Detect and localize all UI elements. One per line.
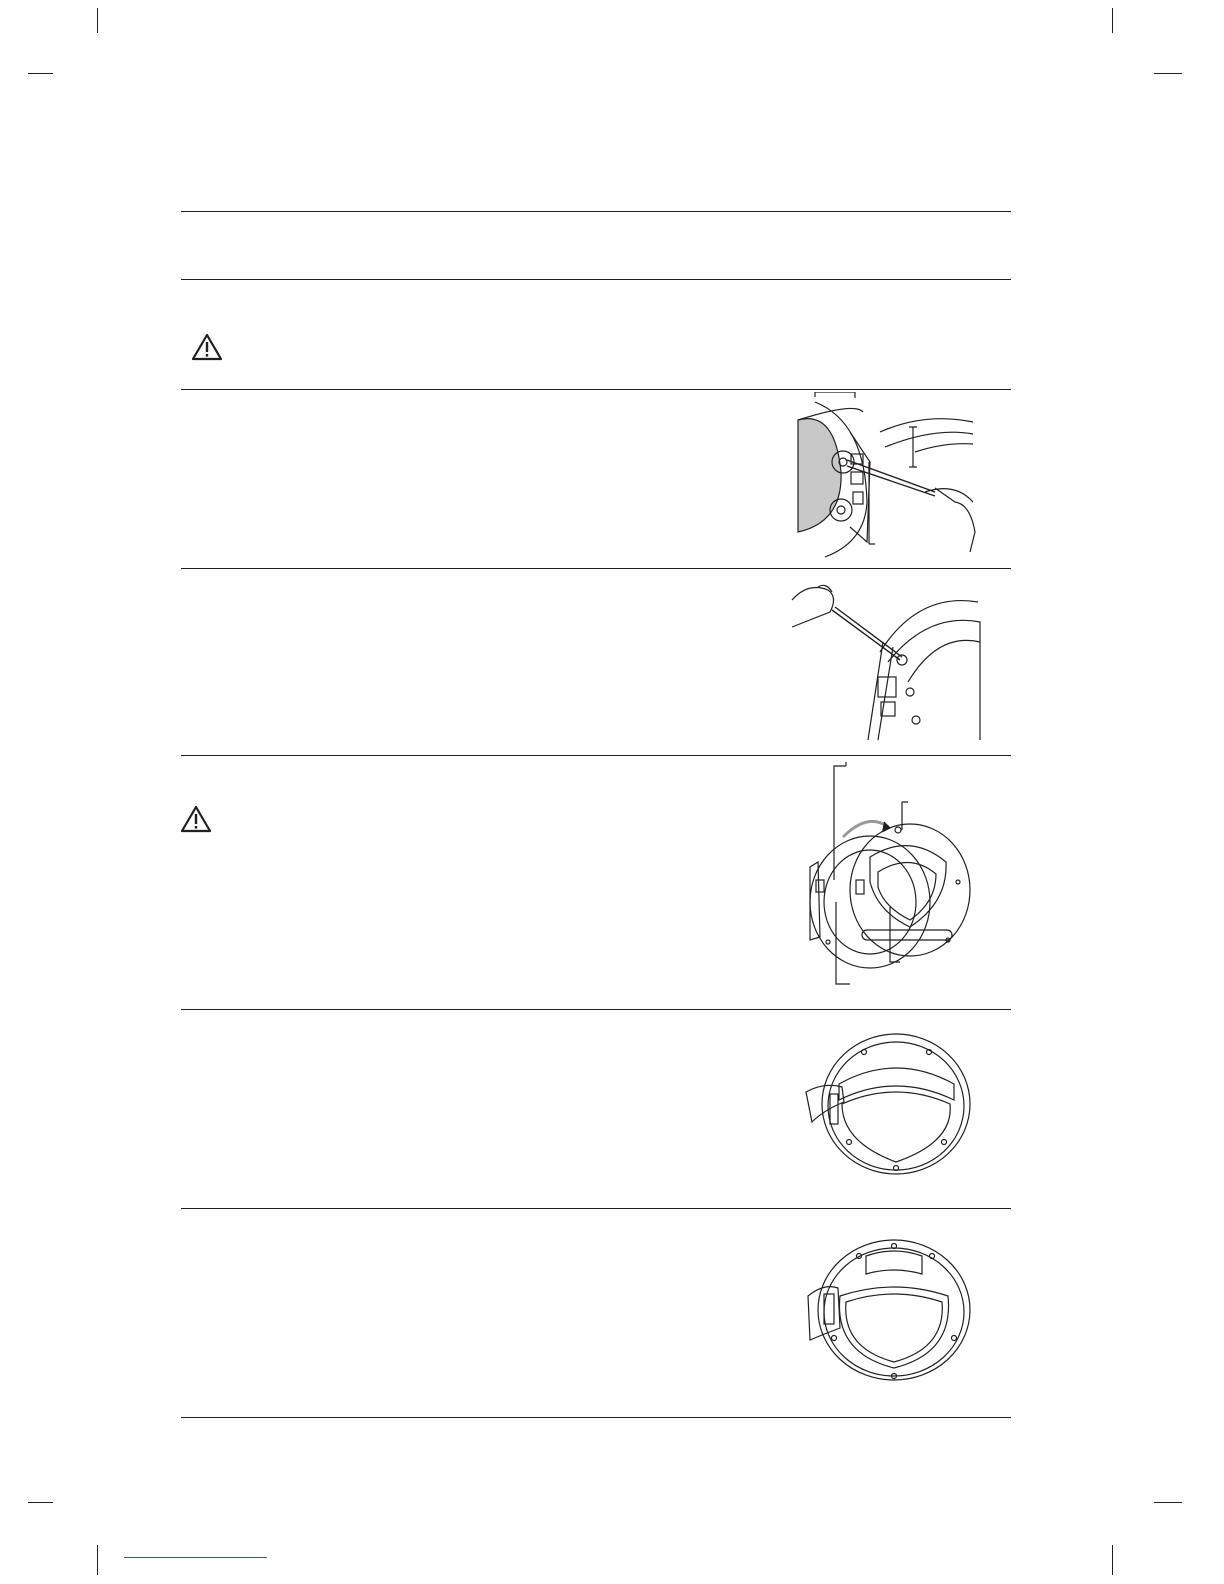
crop-mark — [1154, 1502, 1182, 1503]
crop-mark — [1112, 8, 1113, 33]
section-divider — [181, 1009, 1011, 1010]
section-divider — [181, 389, 1011, 390]
section-divider — [181, 568, 1011, 569]
header-bottom-rule — [181, 279, 1011, 280]
warning-triangle-icon — [180, 805, 212, 833]
crop-mark — [97, 8, 98, 33]
header-top-rule — [181, 211, 1011, 212]
page-bottom-rule — [181, 1417, 1011, 1418]
crop-mark — [28, 73, 53, 74]
crop-mark — [1154, 73, 1182, 74]
section-divider — [181, 755, 1011, 756]
crop-mark — [28, 1502, 53, 1503]
door-hinge-screwdriver-illustration — [788, 572, 984, 742]
warning-triangle-icon — [191, 333, 223, 361]
crop-mark — [97, 1545, 98, 1575]
hinge-screw-removal-illustration — [795, 392, 985, 562]
section-divider — [181, 1208, 1011, 1209]
footer-link-underline[interactable] — [124, 1557, 267, 1558]
door-frame-hold-illustration — [804, 1032, 976, 1180]
crop-mark — [1112, 1545, 1113, 1575]
door-frame-inner-illustration — [804, 1238, 976, 1384]
door-separation-illustration — [798, 762, 978, 992]
